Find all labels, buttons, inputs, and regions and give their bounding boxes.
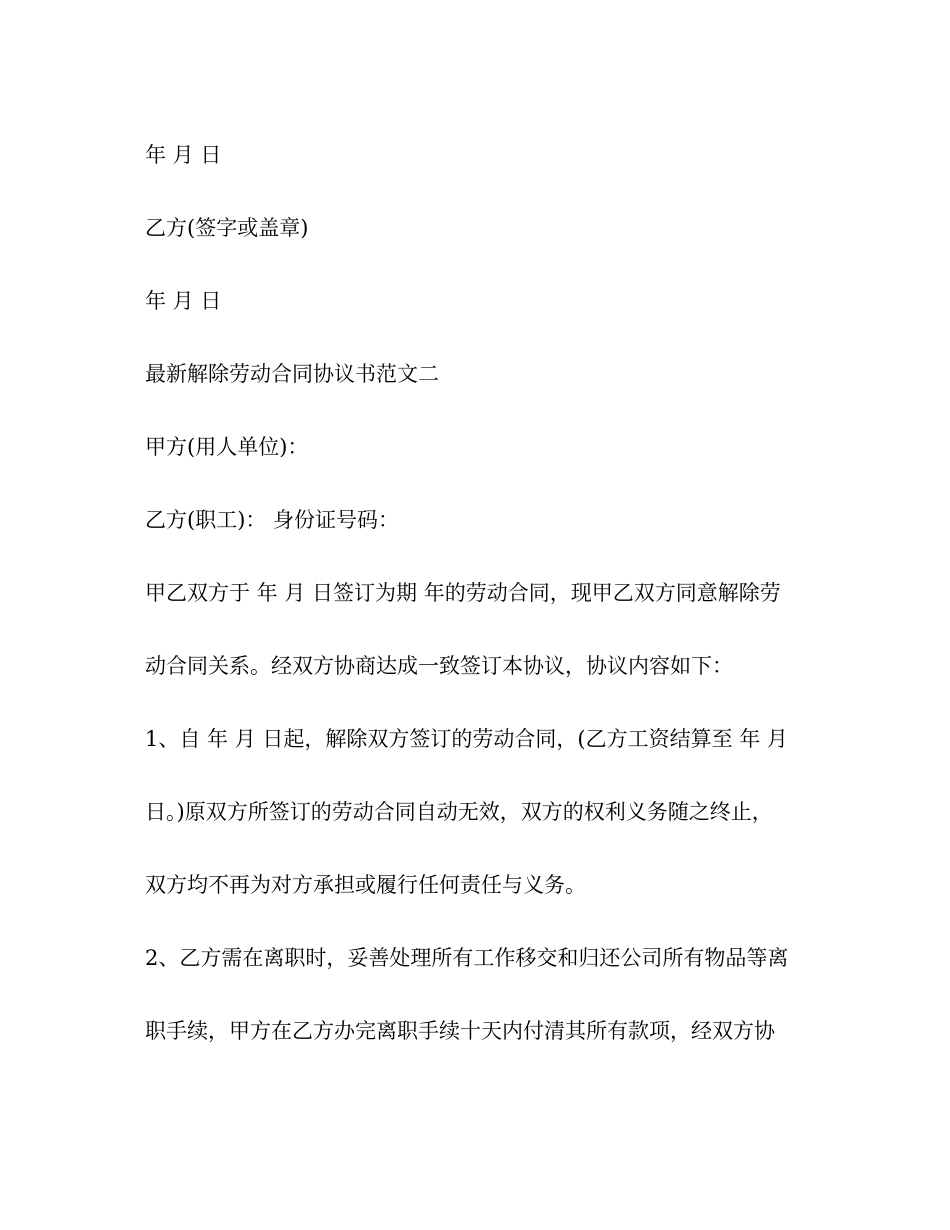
clause-1-line: 1、自 年 月 日起，解除双方签订的劳动合同，(乙方工资结算至 年 月 [145,727,788,751]
clause-2-line: 职手续，甲方在乙方办完离职手续十天内付清其所有款项，经双方协 [145,1019,775,1043]
clause-1-line: 日。)原双方所签订的劳动合同自动无效，双方的权利义务随之终止， [145,800,773,824]
clause-1-line: 双方均不再为对方承担或履行任何责任与义务。 [145,873,586,897]
paragraph-line: 甲乙双方于 年 月 日签订为期 年的劳动合同，现甲乙双方同意解除劳 [145,581,781,605]
document-heading: 最新解除劳动合同协议书范文二 [145,362,439,386]
paragraph-line: 动合同关系。经双方协商达成一致签订本协议，协议内容如下： [145,654,733,678]
party-b-signature-line: 乙方(签字或盖章) [145,216,309,240]
clause-2-line: 2、乙方需在离职时，妥善处理所有工作移交和归还公司所有物品等离 [145,946,789,970]
party-a-line: 甲方(用人单位)： [145,435,309,459]
date-line: 年 月 日 [145,289,222,313]
party-b-line: 乙方(职工)： 身份证号码： [145,508,400,532]
date-line: 年 月 日 [145,143,222,167]
